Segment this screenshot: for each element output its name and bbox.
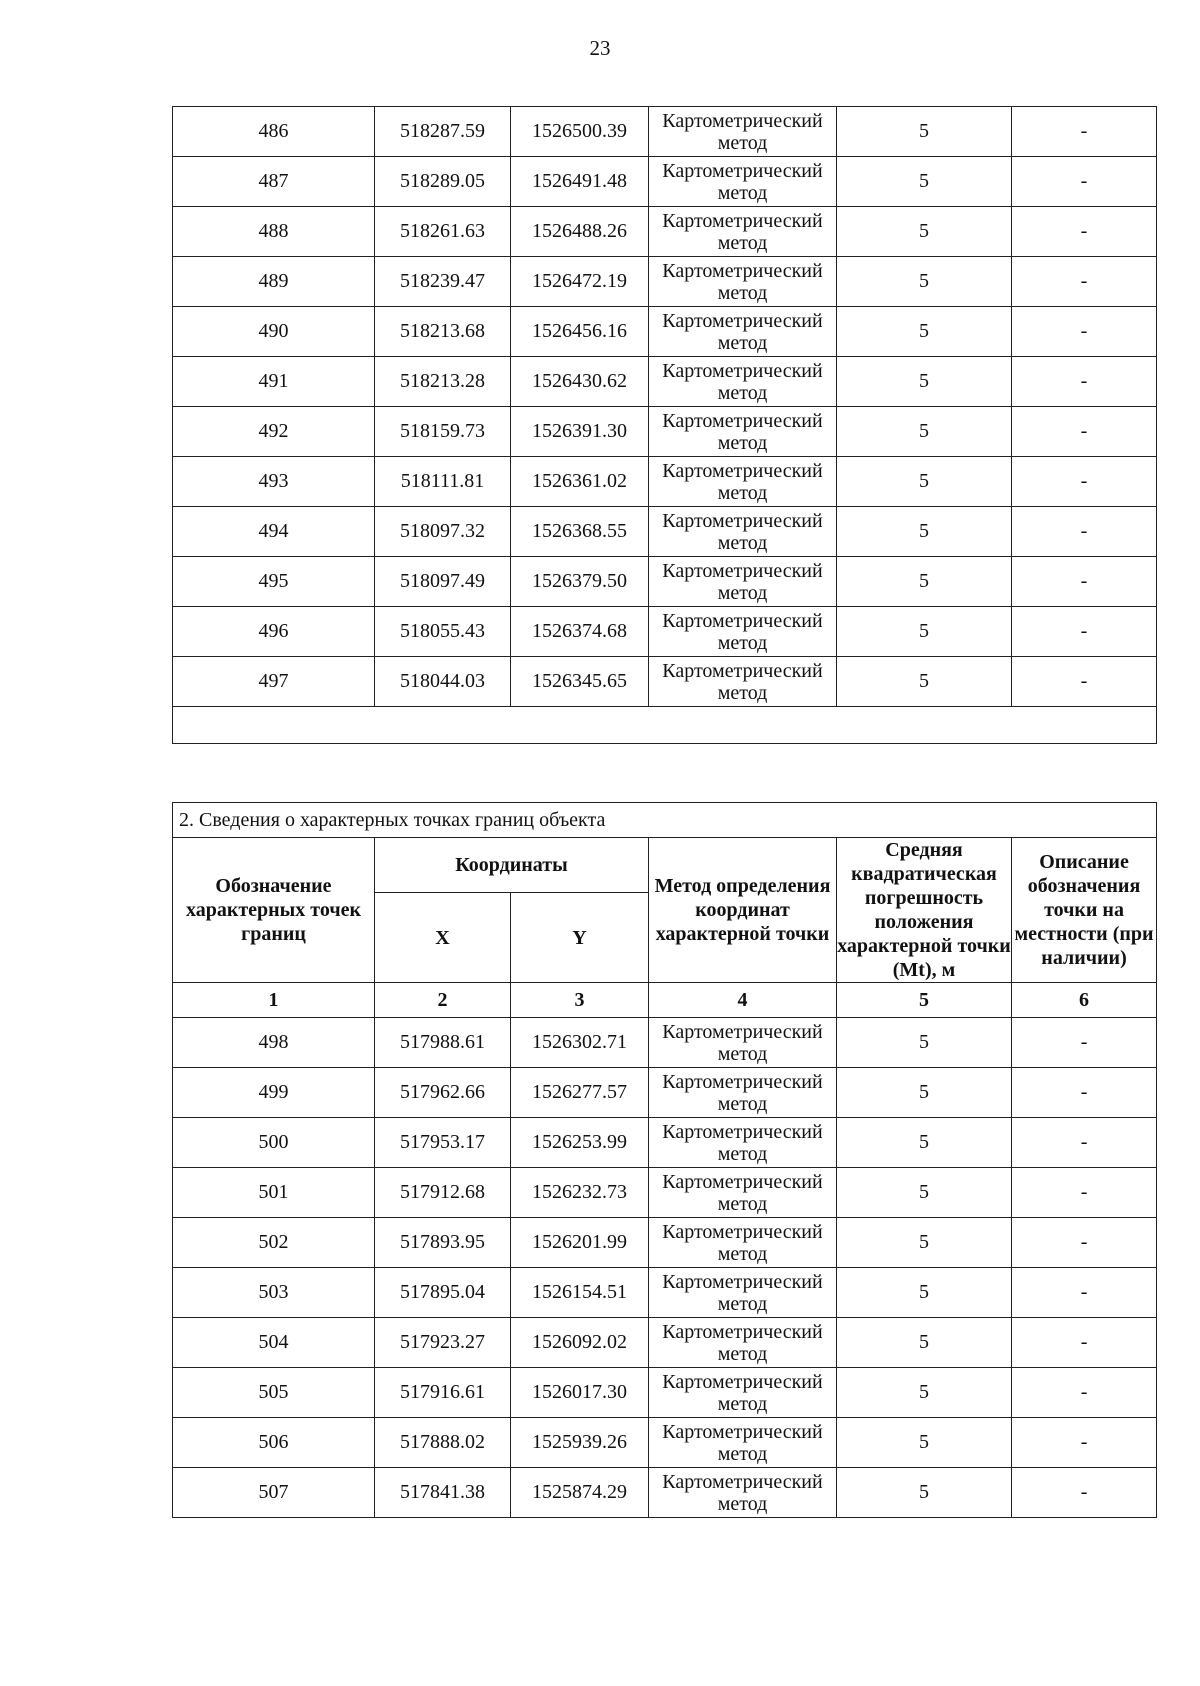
method-cell: Картометрический метод xyxy=(649,557,837,607)
x-cell: 518097.49 xyxy=(375,557,511,607)
error-cell: 5 xyxy=(837,1068,1012,1118)
point-cell: 498 xyxy=(173,1018,375,1068)
y-cell: 1526391.30 xyxy=(511,407,649,457)
y-cell: 1526491.48 xyxy=(511,157,649,207)
method-cell: Картометрический метод xyxy=(649,457,837,507)
y-cell: 1526232.73 xyxy=(511,1168,649,1218)
x-cell: 517893.95 xyxy=(375,1218,511,1268)
table-row xyxy=(173,1118,1157,1168)
description-cell: - xyxy=(1012,1368,1157,1418)
description-cell: - xyxy=(1012,507,1157,557)
column-numbers-row xyxy=(173,983,1157,1018)
description-cell: - xyxy=(1012,1218,1157,1268)
table-row xyxy=(173,157,1157,207)
x-cell: 518239.47 xyxy=(375,257,511,307)
method-cell: Картометрический метод xyxy=(649,1168,837,1218)
error-cell: 5 xyxy=(837,607,1012,657)
x-cell: 518055.43 xyxy=(375,607,511,657)
method-cell: Картометрический метод xyxy=(649,257,837,307)
description-cell: - xyxy=(1012,1418,1157,1468)
method-cell: Картометрический метод xyxy=(649,407,837,457)
table-row xyxy=(173,1268,1157,1318)
point-cell: 489 xyxy=(173,257,375,307)
point-cell: 507 xyxy=(173,1468,375,1518)
table-row xyxy=(173,1368,1157,1418)
x-cell: 518261.63 xyxy=(375,207,511,257)
method-cell: Картометрический метод xyxy=(649,307,837,357)
x-cell: 517953.17 xyxy=(375,1118,511,1168)
error-cell: 5 xyxy=(837,107,1012,157)
error-cell: 5 xyxy=(837,1118,1012,1168)
blank-row xyxy=(173,707,1157,744)
table-row xyxy=(173,557,1157,607)
col-number: 3 xyxy=(511,983,649,1018)
x-cell: 517888.02 xyxy=(375,1418,511,1468)
error-cell: 5 xyxy=(837,457,1012,507)
table-row xyxy=(173,1018,1157,1068)
point-cell: 490 xyxy=(173,307,375,357)
table-row xyxy=(173,1218,1157,1268)
method-cell: Картометрический метод xyxy=(649,1118,837,1168)
point-cell: 500 xyxy=(173,1118,375,1168)
x-cell: 517916.61 xyxy=(375,1368,511,1418)
col-number: 2 xyxy=(375,983,511,1018)
method-cell: Картометрический метод xyxy=(649,1268,837,1318)
table-row xyxy=(173,257,1157,307)
table-row xyxy=(173,357,1157,407)
y-cell: 1526277.57 xyxy=(511,1068,649,1118)
description-cell: - xyxy=(1012,307,1157,357)
table-row xyxy=(173,657,1157,707)
col-number: 5 xyxy=(837,983,1012,1018)
point-cell: 494 xyxy=(173,507,375,557)
x-cell: 518097.32 xyxy=(375,507,511,557)
y-cell: 1526302.71 xyxy=(511,1018,649,1068)
y-cell: 1526500.39 xyxy=(511,107,649,157)
x-cell: 517912.68 xyxy=(375,1168,511,1218)
y-cell: 1526253.99 xyxy=(511,1118,649,1168)
x-cell: 518213.28 xyxy=(375,357,511,407)
method-cell: Картометрический метод xyxy=(649,657,837,707)
table-row xyxy=(173,607,1157,657)
error-cell: 5 xyxy=(837,1318,1012,1368)
error-cell: 5 xyxy=(837,357,1012,407)
y-cell: 1526345.65 xyxy=(511,657,649,707)
description-cell: - xyxy=(1012,1068,1157,1118)
error-cell: 5 xyxy=(837,1468,1012,1518)
header-method: Метод определения координат характерной точки xyxy=(649,838,837,983)
description-cell: - xyxy=(1012,1318,1157,1368)
table-row xyxy=(173,1418,1157,1468)
method-cell: Картометрический метод xyxy=(649,1068,837,1118)
description-cell: - xyxy=(1012,1468,1157,1518)
error-cell: 5 xyxy=(837,1168,1012,1218)
table-row xyxy=(173,1318,1157,1368)
x-cell: 518159.73 xyxy=(375,407,511,457)
y-cell: 1526430.62 xyxy=(511,357,649,407)
description-cell: - xyxy=(1012,407,1157,457)
error-cell: 5 xyxy=(837,157,1012,207)
error-cell: 5 xyxy=(837,657,1012,707)
header-description: Описание обозначения точки на местности (при наличии) xyxy=(1012,838,1157,983)
point-cell: 503 xyxy=(173,1268,375,1318)
x-cell: 518111.81 xyxy=(375,457,511,507)
method-cell: Картометрический метод xyxy=(649,207,837,257)
point-cell: 497 xyxy=(173,657,375,707)
point-cell: 502 xyxy=(173,1218,375,1268)
error-cell: 5 xyxy=(837,257,1012,307)
method-cell: Картометрический метод xyxy=(649,1368,837,1418)
description-cell: - xyxy=(1012,557,1157,607)
table-row xyxy=(173,1168,1157,1218)
method-cell: Картометрический метод xyxy=(649,107,837,157)
x-cell: 517923.27 xyxy=(375,1318,511,1368)
header-x: X xyxy=(375,893,511,983)
point-cell: 487 xyxy=(173,157,375,207)
description-cell: - xyxy=(1012,1018,1157,1068)
table-row xyxy=(173,107,1157,157)
y-cell: 1526361.02 xyxy=(511,457,649,507)
method-cell: Картометрический метод xyxy=(649,157,837,207)
point-cell: 496 xyxy=(173,607,375,657)
description-cell: - xyxy=(1012,1268,1157,1318)
point-cell: 491 xyxy=(173,357,375,407)
point-cell: 486 xyxy=(173,107,375,157)
y-cell: 1526456.16 xyxy=(511,307,649,357)
section-title: 2. Сведения о характерных точках границ объекта xyxy=(173,803,1157,838)
x-cell: 517841.38 xyxy=(375,1468,511,1518)
coordinates-table-continued xyxy=(172,106,1157,744)
point-cell: 495 xyxy=(173,557,375,607)
method-cell: Картометрический метод xyxy=(649,357,837,407)
header-y: Y xyxy=(511,893,649,983)
point-cell: 493 xyxy=(173,457,375,507)
col-number: 6 xyxy=(1012,983,1157,1018)
y-cell: 1526092.02 xyxy=(511,1318,649,1368)
y-cell: 1526374.68 xyxy=(511,607,649,657)
table-row xyxy=(173,507,1157,557)
table-row xyxy=(173,1068,1157,1118)
point-cell: 504 xyxy=(173,1318,375,1368)
y-cell: 1526379.50 xyxy=(511,557,649,607)
y-cell: 1525874.29 xyxy=(511,1468,649,1518)
method-cell: Картометрический метод xyxy=(649,1218,837,1268)
description-cell: - xyxy=(1012,357,1157,407)
description-cell: - xyxy=(1012,157,1157,207)
point-cell: 488 xyxy=(173,207,375,257)
description-cell: - xyxy=(1012,207,1157,257)
description-cell: - xyxy=(1012,257,1157,307)
y-cell: 1526368.55 xyxy=(511,507,649,557)
point-cell: 492 xyxy=(173,407,375,457)
header-coordinates: Координаты xyxy=(375,838,649,893)
boundary-points-table xyxy=(172,802,1157,1518)
error-cell: 5 xyxy=(837,207,1012,257)
error-cell: 5 xyxy=(837,1018,1012,1068)
description-cell: - xyxy=(1012,1168,1157,1218)
table-row xyxy=(173,307,1157,357)
x-cell: 517962.66 xyxy=(375,1068,511,1118)
point-cell: 499 xyxy=(173,1068,375,1118)
y-cell: 1526488.26 xyxy=(511,207,649,257)
table-row xyxy=(173,207,1157,257)
x-cell: 518213.68 xyxy=(375,307,511,357)
table-row xyxy=(173,1468,1157,1518)
y-cell: 1526154.51 xyxy=(511,1268,649,1318)
header-point-designation: Обозначение характерных точек границ xyxy=(173,838,375,983)
method-cell: Картометрический метод xyxy=(649,607,837,657)
x-cell: 517988.61 xyxy=(375,1018,511,1068)
col-number: 4 xyxy=(649,983,837,1018)
method-cell: Картометрический метод xyxy=(649,1018,837,1068)
x-cell: 518287.59 xyxy=(375,107,511,157)
page-number: 23 xyxy=(589,36,611,60)
error-cell: 5 xyxy=(837,1218,1012,1268)
description-cell: - xyxy=(1012,607,1157,657)
method-cell: Картометрический метод xyxy=(649,1418,837,1468)
method-cell: Картометрический метод xyxy=(649,1468,837,1518)
y-cell: 1526017.30 xyxy=(511,1368,649,1418)
table-row xyxy=(173,457,1157,507)
point-cell: 506 xyxy=(173,1418,375,1468)
error-cell: 5 xyxy=(837,1268,1012,1318)
point-cell: 501 xyxy=(173,1168,375,1218)
description-cell: - xyxy=(1012,1118,1157,1168)
description-cell: - xyxy=(1012,657,1157,707)
y-cell: 1526201.99 xyxy=(511,1218,649,1268)
error-cell: 5 xyxy=(837,307,1012,357)
x-cell: 517895.04 xyxy=(375,1268,511,1318)
point-cell: 505 xyxy=(173,1368,375,1418)
error-cell: 5 xyxy=(837,407,1012,457)
y-cell: 1525939.26 xyxy=(511,1418,649,1468)
table-row xyxy=(173,407,1157,457)
method-cell: Картометрический метод xyxy=(649,1318,837,1368)
error-cell: 5 xyxy=(837,557,1012,607)
header-mean-error: Средняя квадратическая погрешность положения характерной точки (Mt), м xyxy=(837,839,1011,981)
x-cell: 518289.05 xyxy=(375,157,511,207)
method-cell: Картометрический метод xyxy=(649,507,837,557)
description-cell: - xyxy=(1012,107,1157,157)
error-cell: 5 xyxy=(837,507,1012,557)
error-cell: 5 xyxy=(837,1368,1012,1418)
col-number: 1 xyxy=(173,983,375,1018)
description-cell: - xyxy=(1012,457,1157,507)
x-cell: 518044.03 xyxy=(375,657,511,707)
y-cell: 1526472.19 xyxy=(511,257,649,307)
error-cell: 5 xyxy=(837,1418,1012,1468)
